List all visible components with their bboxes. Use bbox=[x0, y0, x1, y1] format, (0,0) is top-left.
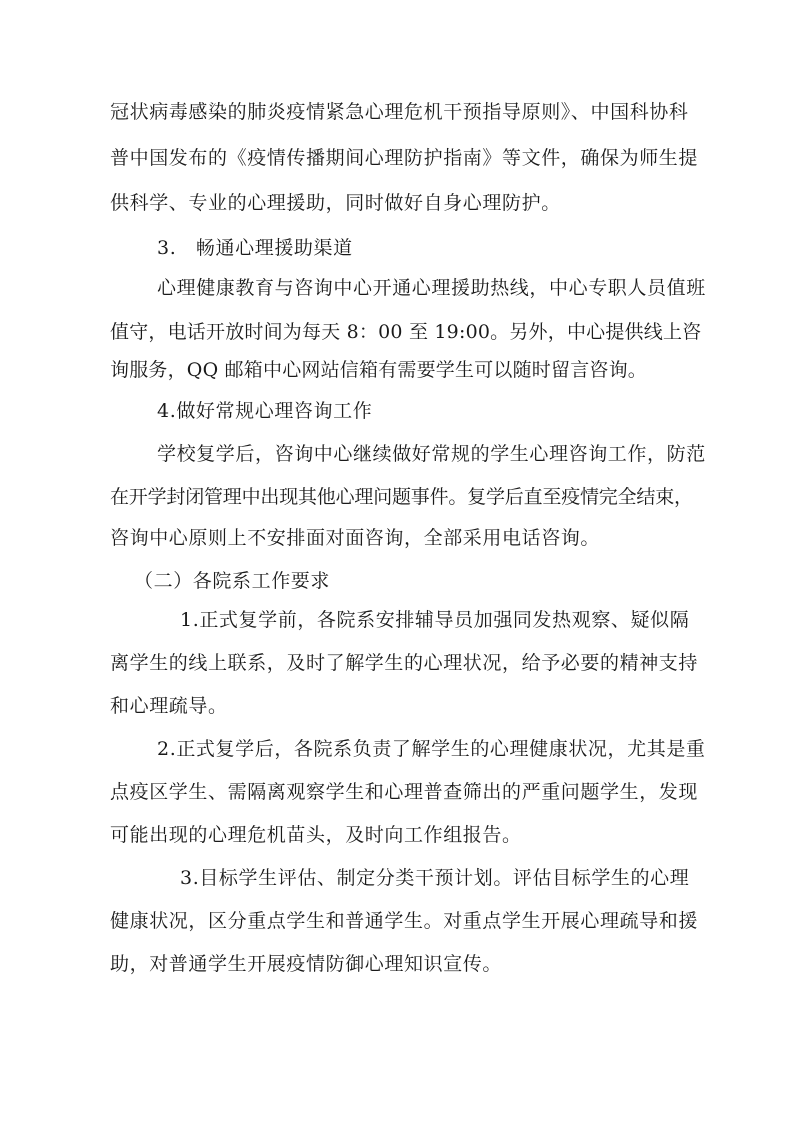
paragraph-line: 供科学、专业的心理援助，同时做好自身心理防护。 bbox=[110, 192, 561, 214]
paragraph-line: 可能出现的心理危机苗头，及时向工作组报告。 bbox=[110, 824, 522, 846]
paragraph-line: 普中国发布的《疫情传播期间心理防护指南》等文件，确保为师生提 bbox=[110, 147, 699, 169]
paragraph-line: 2.正式复学后，各院系负责了解学生的心理健康状况，尤其是重 bbox=[157, 738, 706, 760]
paragraph-line: 健康状况，区分重点学生和普通学生。对重点学生开展心理疏导和援 bbox=[110, 910, 699, 932]
paragraph-line: 询服务，QQ 邮箱中心网站信箱有需要学生可以随时留言咨询。 bbox=[110, 359, 647, 381]
paragraph-line: 点疫区学生、需隔离观察学生和心理普查筛出的严重问题学生，发现 bbox=[110, 781, 699, 803]
paragraph-line: 3.目标学生评估、制定分类干预计划。评估目标学生的心理 bbox=[180, 867, 690, 889]
paragraph-line: 冠状病毒感染的肺炎疫情紧急心理危机干预指导原则》、中国科协科 bbox=[110, 101, 689, 123]
paragraph-line: 离学生的线上联系，及时了解学生的心理状况，给予必要的精神支持 bbox=[110, 652, 699, 674]
section-heading: （二）各院系工作要求 bbox=[134, 570, 331, 592]
paragraph-line: 心理健康教育与咨询中心开通心理援助热线，中心专职人员值班 bbox=[157, 277, 706, 299]
paragraph-line: 值守，电话开放时间为每天 8：00 至 19:00。另外，中心提供线上咨 bbox=[110, 321, 702, 343]
paragraph-line: 和心理疏导。 bbox=[110, 695, 228, 717]
paragraph-line: 1.正式复学前，各院系安排辅导员加强同发热观察、疑似隔 bbox=[180, 609, 690, 631]
section-heading: 4.做好常规心理咨询工作 bbox=[157, 400, 373, 422]
section-heading: 3. 畅通心理援助渠道 bbox=[157, 237, 353, 259]
paragraph-line: 助，对普通学生开展疫情防御心理知识宣传。 bbox=[110, 953, 503, 975]
paragraph-line: 咨询中心原则上不安排面对面咨询，全部采用电话咨询。 bbox=[110, 527, 601, 549]
paragraph-line: 在开学封闭管理中出现其他心理问题事件。复学后直至疫情完全结束， bbox=[110, 486, 693, 508]
paragraph-line: 学校复学后，咨询中心继续做好常规的学生心理咨询工作，防范 bbox=[157, 443, 706, 465]
